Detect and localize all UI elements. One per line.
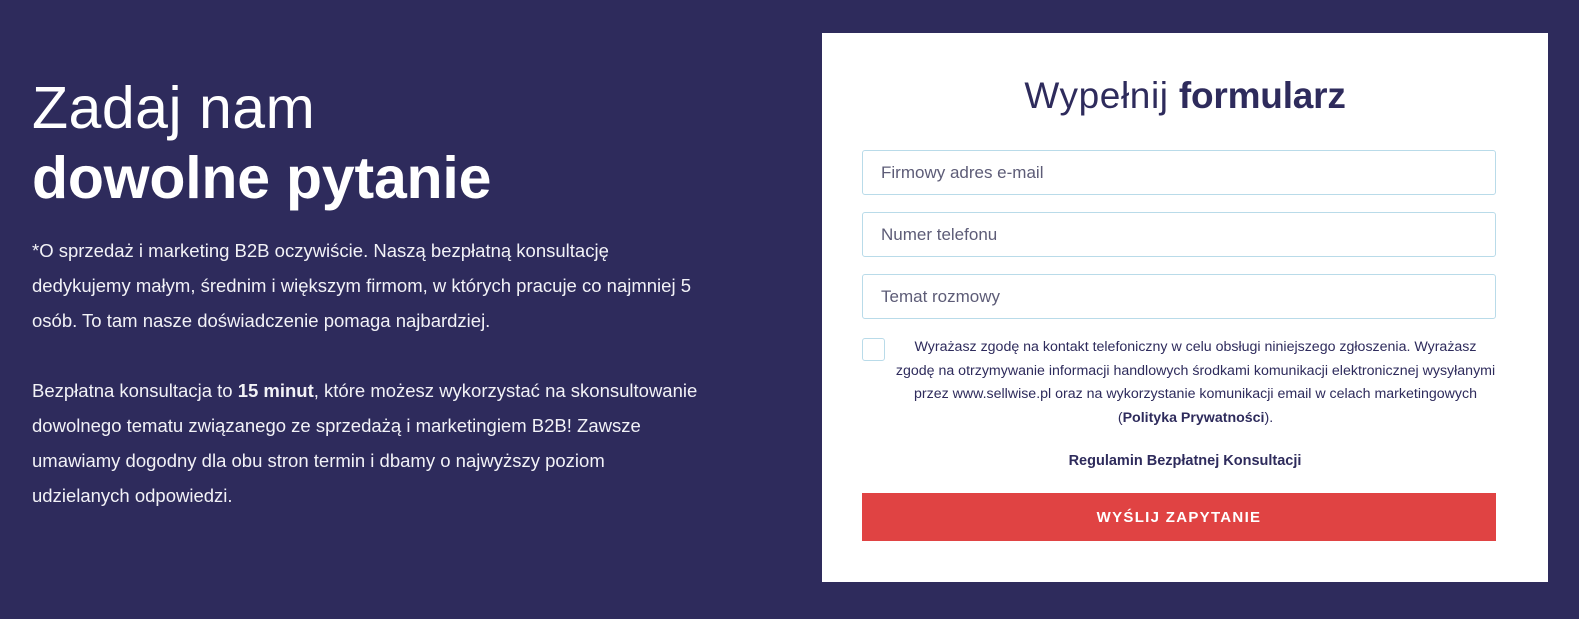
intro-body-copy [32, 233, 702, 513]
intro-column [32, 0, 712, 619]
phone-field[interactable] [862, 212, 1496, 257]
intro-paragraph-1: *O sprzedaż i marketing B2B oczywiście. Naszą bezpłatną konsultację dedykujemy małym, średnim i większym firmom, w których pracuje co najmniej 5 osób. To tam nasze doświadczenie pomaga najbardziej. [32, 240, 691, 331]
topic-field[interactable] [862, 274, 1496, 319]
privacy-policy-link[interactable]: Polityka Prywatności [1122, 409, 1265, 426]
intro-paragraph-2 [32, 373, 702, 513]
contact-form-panel [822, 33, 1548, 582]
form-fields [862, 150, 1496, 336]
intro-paragraph-2-part-2: , które możesz wykorzystać na skonsultowanie dowolnego tematu związanego ze sprzedażą i marketingiem B2B! Zawsze umawiamy dogodny dla obu stron termin i dbamy o najwyższy poziom udzielanych odpowiedzi. [32, 380, 698, 506]
email-field[interactable] [862, 150, 1496, 195]
form-title-light: Wypełnij [1024, 75, 1169, 116]
terms-link[interactable]: Regulamin Bezpłatnej Konsultacji [1068, 453, 1302, 469]
consent-text-part-1: Wyrażasz zgodę na kontakt telefoniczny w celu obsługi niniejszego zgłoszenia. Wyrażasz zgodę na otrzymywanie informacji handlowych środkami komunikacji elektronicznej wysyłanymi przez www.sellwise.pl oraz na wykorzystanie komunikacji email w celach marketingowych ( [895, 339, 1496, 426]
intro-paragraph-2-highlight: 15 minut [237, 380, 314, 401]
consent-text-part-2: ). [1264, 409, 1274, 426]
headline-line-1: Zadaj nam [32, 75, 316, 141]
form-title [822, 74, 1548, 118]
consent-checkbox[interactable] [862, 338, 885, 361]
consent-text [895, 336, 1496, 430]
form-title-bold: formularz [1178, 75, 1346, 116]
intro-paragraph-2-part-1: Bezpłatna konsultacja to [32, 380, 238, 401]
headline-line-2: dowolne pytanie [32, 145, 492, 212]
consent-row [862, 336, 1496, 430]
page-title [32, 75, 712, 212]
submit-button[interactable]: WYŚLIJ ZAPYTANIE [862, 493, 1496, 541]
